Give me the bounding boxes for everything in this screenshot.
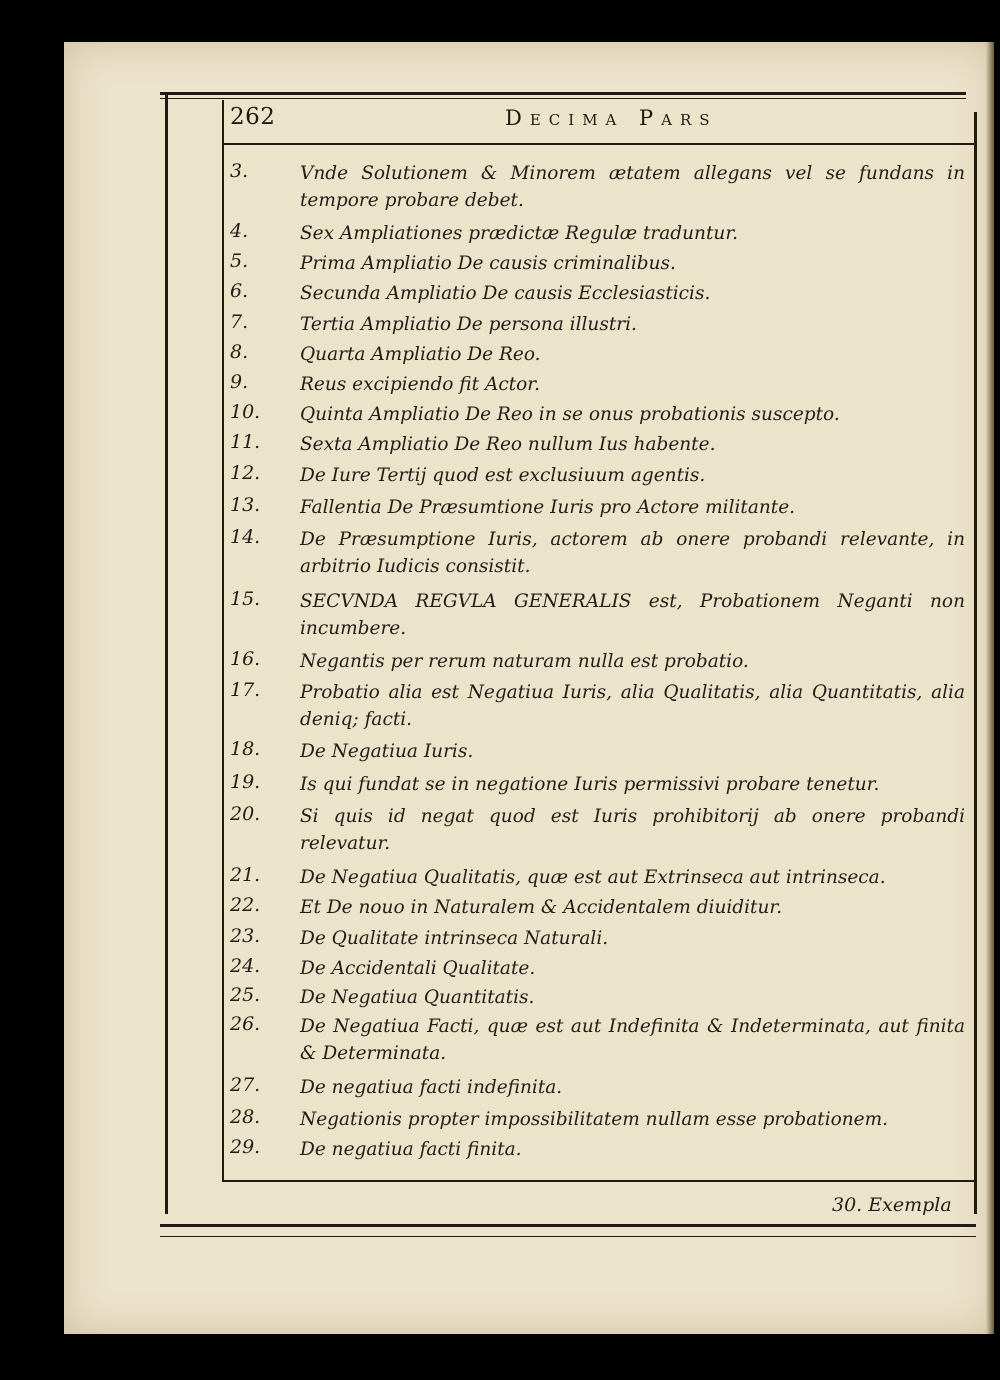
entry-number: 23. [230,925,261,947]
entry-text: Negantis per rerum naturam nulla est probatio. [300,651,749,672]
entry-number: 24. [230,955,261,977]
entry-text: Si quis id negat quod est Iuris prohibitorij ab onere probandi relevatur. [300,806,965,854]
entry-number: 21. [230,864,261,886]
entry-text: De Negatiua Facti, quæ est aut Indefinita & Indeterminata, aut finita & Determinata. [300,1016,965,1064]
entry-number: 3. [230,160,249,182]
entry-number: 20. [230,803,261,825]
entry-number: 22. [230,894,261,916]
entry-number: 18. [230,738,261,760]
entry-text: Negationis propter impossibilitatem nullam esse probationem. [300,1109,889,1130]
bottom-rule-thick [160,1224,976,1227]
entry-number: 14. [230,526,261,548]
entry-text: Sex Ampliationes prædictæ Regulæ traduntur. [300,223,739,244]
entry-number: 29. [230,1136,261,1158]
entry-number: 19. [230,771,261,793]
bottom-rule-thin [160,1236,976,1237]
entry-text: SECVNDA REGVLA GENERALIS est, Probationem Neganti non incumbere. [300,591,965,639]
entry-number: 12. [230,462,261,484]
entry-text: Probatio alia est Negatiua Iuris, alia Qualitatis, alia Quantitatis, alia deniq; facti. [300,682,965,730]
entry-number: 9. [230,371,249,393]
entry-number: 5. [230,250,249,272]
entry-text: De Qualitate intrinseca Naturali. [300,928,609,949]
top-rule-thick [160,92,966,95]
right-rule [974,112,977,1214]
entry-text: Tertia Ampliatio De persona illustri. [300,314,637,335]
entry-number: 10. [230,401,261,423]
top-rule-thin [160,98,966,99]
entry-number: 16. [230,648,261,670]
entry-text: Et De nouo in Naturalem & Accidentalem diuiditur. [300,897,783,918]
entry-text: De Negatiua Iuris. [300,741,474,762]
entry-text: De Præsumptione Iuris, actorem ab onere probandi relevante, in arbitrio Iudicis consistit. [300,529,965,577]
entry-text: Quinta Ampliatio De Reo in se onus probationis suscepto. [300,404,840,425]
entry-number: 26. [230,1013,261,1035]
header-rule [222,143,974,145]
entry-number: 4. [230,220,249,242]
entry-text: Sexta Ampliatio De Reo nullum Ius habente. [300,434,716,455]
binding-edge [986,42,994,1334]
entry-number: 7. [230,311,249,333]
entry-number: 6. [230,280,249,302]
entry-number: 13. [230,494,261,516]
page-number: 262 [230,104,276,130]
entry-number: 17. [230,679,261,701]
entry-text: De Iure Tertij quod est exclusiuum agentis. [300,465,706,486]
entry-number: 28. [230,1106,261,1128]
entry-text: Quarta Ampliatio De Reo. [300,344,541,365]
entry-number: 27. [230,1074,261,1096]
entry-text: De Negatiua Quantitatis. [300,987,535,1008]
entry-text: De Negatiua Qualitatis, quæ est aut Extrinseca aut intrinseca. [300,867,886,888]
entry-number: 25. [230,984,261,1006]
entry-text: Vnde Solutionem & Minorem ætatem allegans vel se fundans in tempore probare debet. [300,163,965,211]
entry-text: De negatiua facti indefinita. [300,1077,563,1098]
entry-number: 8. [230,341,249,363]
left-outer-rule [165,92,168,1214]
entry-text: Secunda Ampliatio De causis Ecclesiasticis. [300,283,711,304]
entry-text: Fallentia De Præsumtione Iuris pro Actore militante. [300,497,796,518]
entry-text: De Accidentali Qualitate. [300,958,536,979]
catchword: 30. Exempla [832,1194,952,1216]
entry-text: Reus excipiendo fit Actor. [300,374,540,395]
running-title: Decima Pars [505,106,718,130]
entry-text: Prima Ampliatio De causis criminalibus. [300,253,676,274]
left-inner-rule [222,100,224,1180]
entry-number: 11. [230,431,261,453]
entry-text: De negatiua facti finita. [300,1139,522,1160]
bottom-rule-inner [222,1180,974,1182]
entry-number: 15. [230,588,261,610]
entry-text: Is qui fundat se in negatione Iuris permissivi probare tenetur. [300,774,880,795]
